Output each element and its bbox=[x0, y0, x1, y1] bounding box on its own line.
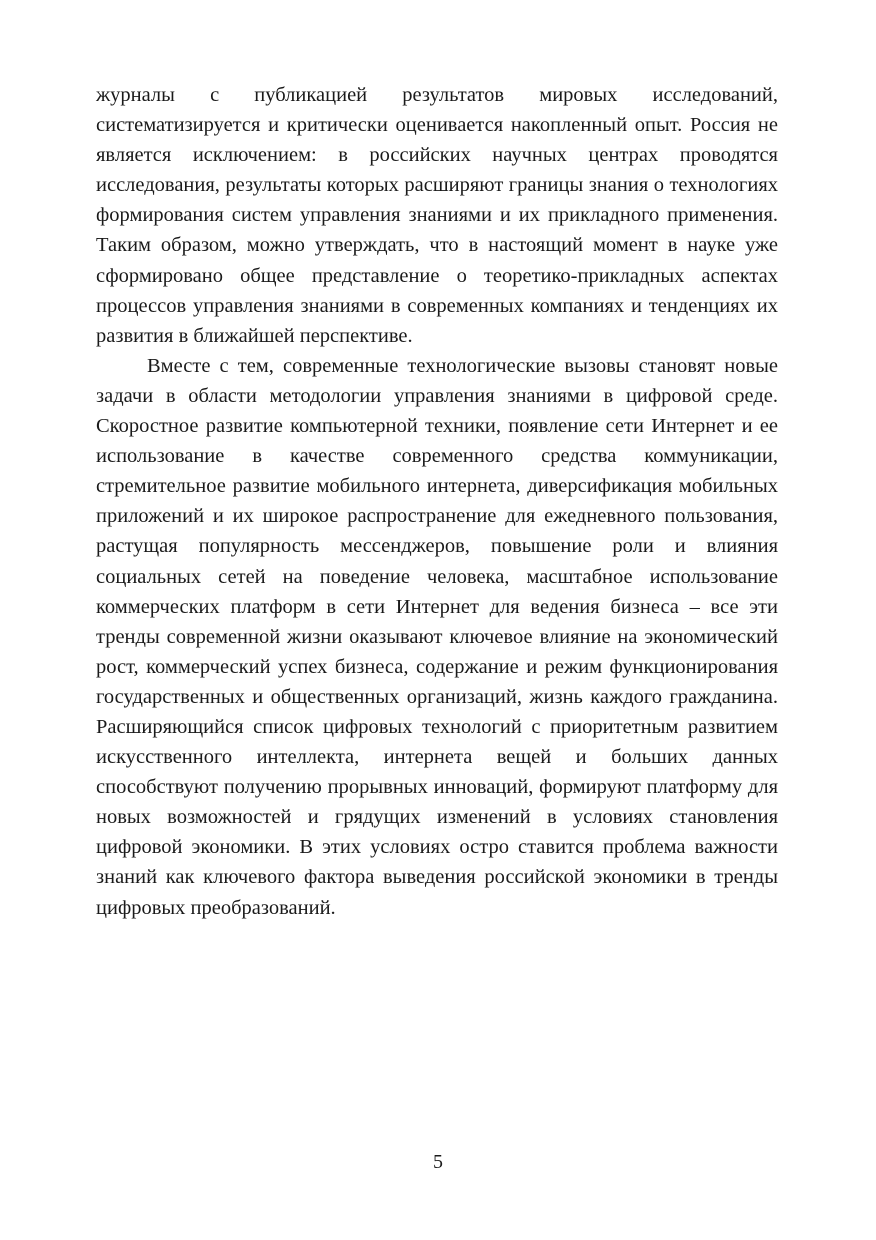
page-body bbox=[96, 80, 778, 923]
paragraph-1: журналы с публикацией результатов мировых исследований, систематизируется и критически оценивается накопленный опыт. Россия не является исключением: в российских научных центрах проводятся исследования, результаты которых расширяют границы знания о технологиях формирования систем управления знаниями и их прикладного применения. Таким образом, можно утверждать, что в настоящий момент в науке уже сформировано общее представление о теоретико-прикладных аспектах процессов управления знаниями в современных компаниях и тенденциях их развития в ближайшей перспективе. bbox=[96, 84, 778, 347]
paragraph-2: Вместе с тем, современные технологические вызовы становят новые задачи в области методологии управления знаниями в цифровой среде. Скоростное развитие компьютерной техники, появление сети Интернет и ее использование в качестве современного средства коммуникации, стремительное развитие мобильного интернета, диверсификация мобильных приложений и их широкое распространение для ежедневного пользования, растущая популярность мессенджеров, повышение роли и влияния социальных сетей на поведение человека, масштабное использование коммерческих платформ в сети Интернет для ведения бизнеса – все эти тренды современной жизни оказывают ключевое влияние на экономический рост, коммерческий успех бизнеса, содержание и режим функционирования государственных и общественных организаций, жизнь каждого гражданина. Расширяющийся список цифровых технологий с приоритетным развитием искусственного интеллекта, интернета вещей и больших данных способствуют получению прорывных инноваций, формируют платформу для новых возможностей и грядущих изменений в условиях становления цифровой экономики. В этих условиях остро ставится проблема важности знаний как ключевого фактора выведения российской экономики в тренды цифровых преобразований. bbox=[96, 354, 778, 919]
page-number: 5 bbox=[433, 1151, 443, 1173]
